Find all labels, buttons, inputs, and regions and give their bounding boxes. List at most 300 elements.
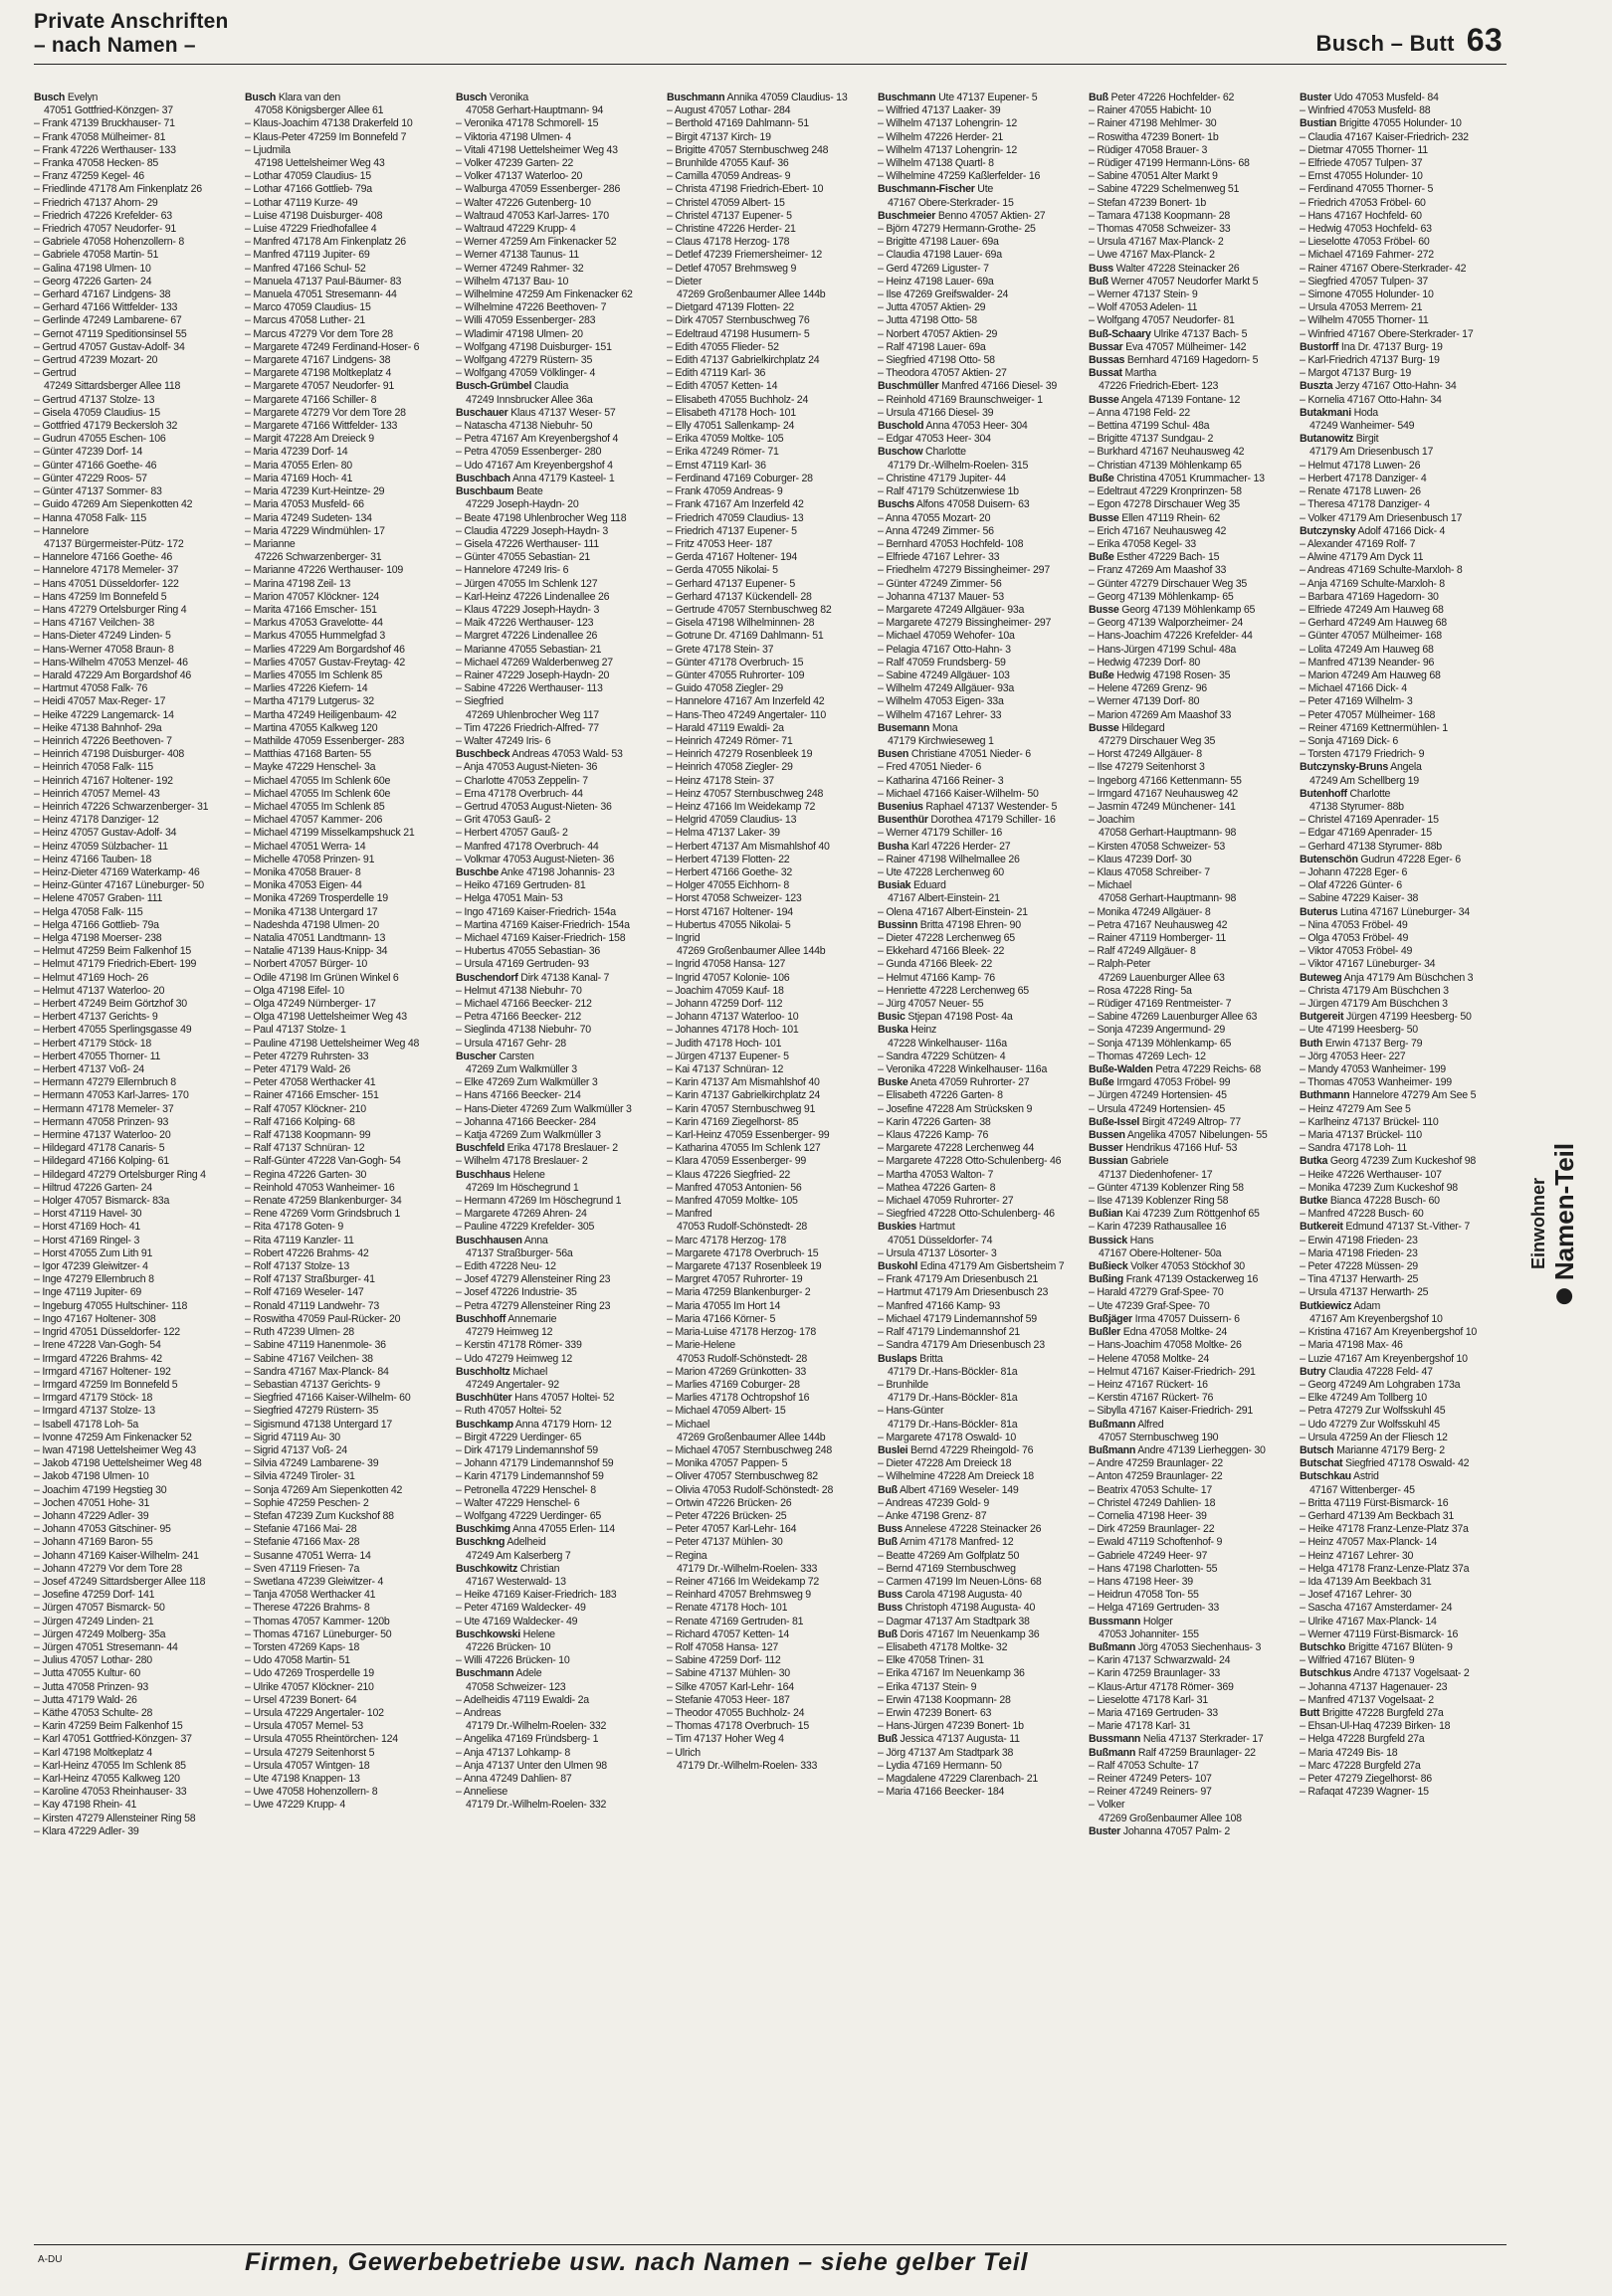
entry-text: – Margarete 47166 Wittfelder- 133 — [245, 420, 398, 433]
listing-entry — [878, 644, 1085, 657]
entry-text: – Lothar 47119 Kurze- 49 — [245, 196, 358, 209]
entry-text: – Wolf 47053 Adelen- 11 — [1089, 301, 1198, 314]
entry-text: – Karin 47179 Lindemannshof 59 — [456, 1470, 604, 1483]
listing-entry — [34, 1353, 241, 1366]
listing-entry — [878, 879, 1085, 892]
listing-entry — [245, 591, 452, 604]
listing-entry — [667, 1024, 874, 1037]
entry-text: – Harald 47229 Am Borgardshof 46 — [34, 669, 192, 681]
entry-text: – Detlef 47057 Brehmsweg 9 — [667, 262, 797, 275]
entry-text: – Judith 47178 Hoch- 101 — [667, 1037, 782, 1050]
listing-entry — [34, 1286, 241, 1299]
entry-text: – Paul 47137 Stolze- 1 — [245, 1024, 346, 1037]
listing-entry — [878, 1247, 1085, 1260]
entry-text: Karl 47226 Herder- 27 — [910, 840, 1011, 853]
listing-entry — [1089, 1208, 1296, 1221]
listing-entry — [34, 407, 241, 420]
surname: Busen — [878, 748, 909, 761]
listing-entry — [456, 1484, 663, 1497]
listing-entry: 47051 Düsseldorfer- 74 — [888, 1234, 993, 1246]
listing-entry — [1089, 1786, 1296, 1799]
surname: Bussar — [1089, 340, 1123, 353]
entry-text: – Ingeburg 47055 Hultschiner- 118 — [34, 1299, 188, 1312]
entry-text: Angela 47139 Fontane- 12 — [1120, 393, 1241, 406]
entry-text: Lutina 47167 Lüneburger- 34 — [1339, 905, 1470, 918]
entry-text: – Christa 47198 Friedrich-Ebert- 10 — [667, 183, 824, 196]
listing-entry — [245, 1616, 452, 1628]
entry-text: Hannelore 47279 Am See 5 — [1352, 1089, 1477, 1102]
listing-entry — [667, 498, 874, 511]
entry-text: – Tina 47137 Herwarth- 25 — [1300, 1273, 1419, 1286]
entry-text: – Siegfried — [456, 695, 504, 708]
entry-text: – Wilhelmine 47259 Am Finkenacker 62 — [456, 288, 633, 301]
listing-entry — [878, 1326, 1085, 1339]
listing-entry — [34, 709, 241, 722]
listing-entry — [245, 249, 452, 262]
entry-text: – Volker — [1089, 1799, 1125, 1812]
surname: Buss — [878, 1589, 903, 1602]
entry-text: – Erna 47178 Overbruch- 44 — [456, 787, 583, 800]
listing-entry — [1089, 1694, 1296, 1707]
entry-text: – Gerda 47167 Holtener- 194 — [667, 551, 798, 564]
entry-text: – Helmut 47169 Hoch- 26 — [34, 971, 148, 984]
entry-text: – Gerhard 47167 Lindgens- 38 — [34, 288, 171, 301]
entry-text: – Ingrid 47051 Düsseldorfer- 122 — [34, 1326, 180, 1339]
listing-entry — [245, 512, 452, 525]
listing-entry — [456, 223, 663, 236]
entry-text: – Marina 47198 Zeil- 13 — [245, 577, 351, 590]
listing-entry — [34, 460, 241, 473]
listing-entry — [34, 341, 241, 354]
listing-entry — [34, 722, 241, 735]
listing-entry — [1089, 1366, 1296, 1379]
surname: Busse — [1089, 393, 1119, 406]
listing-entry — [878, 748, 1085, 761]
listing-entry — [34, 1129, 241, 1142]
entry-text: – Jutta 47198 Otto- 58 — [878, 314, 977, 327]
entry-text: – Michael 47059 Wehofer- 10a — [878, 630, 1015, 643]
listing-entry — [1300, 1733, 1507, 1746]
entry-text: – Nina 47053 Fröbel- 49 — [1300, 918, 1408, 931]
entry-text: – Rolf 47169 Weseler- 147 — [245, 1286, 364, 1299]
entry-text: – Friedlinde 47178 Am Finkenplatz 26 — [34, 183, 202, 196]
entry-text: – Sonja 47139 Möhlenkamp- 65 — [1089, 1037, 1232, 1050]
listing-entry — [456, 866, 663, 879]
entry-text: – Sabine 47229 Schelmenweg 51 — [1089, 183, 1240, 196]
listing-entry — [34, 1392, 241, 1405]
entry-text: – Ernst 47055 Holunder- 10 — [1300, 170, 1423, 183]
listing-entry — [1300, 1419, 1507, 1432]
entry-text: – Jürgen 47137 Eupener- 5 — [667, 1050, 789, 1062]
listing-entry — [1089, 1142, 1296, 1155]
listing-entry — [456, 1235, 663, 1247]
listing-entry — [1089, 1260, 1296, 1273]
listing-entry — [1300, 551, 1507, 564]
entry-text: – Irmgard 47259 Im Bonnefeld 5 — [34, 1378, 178, 1391]
entry-text: – Michael 47169 Fahrner- 272 — [1300, 249, 1434, 262]
listing-entry — [1300, 591, 1507, 604]
listing-entry — [1300, 131, 1507, 144]
entry-text: – Heinz 47057 Sternbuschweg 248 — [667, 787, 824, 800]
entry-text: Adam — [1353, 1299, 1381, 1312]
listing-entry: 47167 Obere-Sterkrader- 15 — [888, 196, 1014, 209]
surname: Buschhaus — [456, 1168, 510, 1181]
listing-entry — [667, 919, 874, 932]
entry-text: – Reiner 47249 Reiners- 97 — [1089, 1786, 1212, 1799]
entry-text: – Heinrich 47058 Ziegler- 29 — [667, 761, 793, 774]
listing-entry — [245, 1773, 452, 1786]
entry-text: – Michael 47166 Kaiser-Wilhelm- 50 — [878, 787, 1039, 800]
entry-text: – Ursula 47137 Lösorter- 3 — [878, 1246, 997, 1259]
entry-text: – Udo 47279 Zur Wolfsskuhl 45 — [1300, 1418, 1440, 1431]
listing-entry — [1089, 722, 1296, 735]
listing-entry — [667, 617, 874, 630]
entry-text: – Ulrike 47167 Max-Planck- 14 — [1300, 1615, 1437, 1627]
entry-text: – Uwe 47229 Krupp- 4 — [245, 1799, 346, 1812]
listing-entry — [1089, 591, 1296, 604]
listing-entry — [245, 1353, 452, 1366]
entry-text: – Ursula 47279 Seitenhorst 5 — [245, 1746, 375, 1759]
listing-entry — [245, 1286, 452, 1299]
listing-entry — [1089, 985, 1296, 998]
entry-text: – Alexander 47169 Rolf- 7 — [1300, 537, 1416, 550]
listing-entry — [456, 1694, 663, 1707]
listing-entry — [1300, 249, 1507, 262]
listing-entry — [878, 670, 1085, 682]
entry-text: – Sigrid 47119 Au- 30 — [245, 1431, 340, 1443]
entry-text: – Maria 47053 Musfeld- 66 — [245, 498, 364, 511]
entry-text: – Ralf-Günter 47228 Van-Gogh- 54 — [245, 1155, 401, 1168]
listing-entry — [1300, 945, 1507, 958]
listing-entry — [456, 945, 663, 958]
surname: Buschbeck — [456, 748, 510, 761]
entry-text: – Ida 47139 Am Beekbach 31 — [1300, 1575, 1432, 1588]
entry-text: – Andreas 47239 Gold- 9 — [878, 1496, 990, 1509]
entry-text: – Heinz 47198 Lauer- 69a — [878, 275, 994, 287]
listing-entry — [456, 551, 663, 564]
entry-text: – Maria 47137 Brückel- 110 — [1300, 1129, 1422, 1142]
listing-entry — [667, 485, 874, 498]
entry-text: – Josef 47279 Allensteiner Ring 23 — [456, 1273, 611, 1286]
listing-entry — [456, 420, 663, 433]
listing-entry — [34, 485, 241, 498]
entry-text: – Ulrike 47057 Klöckner- 210 — [245, 1680, 374, 1693]
listing-entry — [245, 958, 452, 971]
entry-text: – Karin 47226 Garten- 38 — [878, 1115, 991, 1128]
listing-entry — [245, 748, 452, 761]
listing-entry — [667, 1444, 874, 1457]
listing-entry — [1089, 1497, 1296, 1510]
listing-entry — [1089, 92, 1296, 104]
surname: Bußjäger — [1089, 1312, 1132, 1325]
listing-entry — [878, 1667, 1085, 1680]
entry-text: – Sibylla 47167 Kaiser-Friedrich- 291 — [1089, 1405, 1254, 1418]
listing-entry: 47179 Kirchwieseweg 1 — [888, 734, 994, 747]
listing-entry — [245, 1247, 452, 1260]
entry-text: Walter 47228 Steinacker 26 — [1115, 262, 1240, 275]
listing-entry — [878, 1484, 1085, 1497]
listing-entry — [1089, 1182, 1296, 1195]
listing-entry — [245, 1470, 452, 1483]
entry-text: – Maria 47198 Max- 46 — [1300, 1339, 1403, 1352]
listing-entry — [667, 104, 874, 117]
entry-text: – Ute 47239 Graf-Spee- 70 — [1089, 1299, 1210, 1312]
listing-entry — [1089, 1116, 1296, 1129]
entry-text: – Günter 47137 Sommer- 83 — [34, 485, 162, 498]
listing-entry — [245, 1720, 452, 1733]
entry-text: – Marlies 47178 Ochtropshof 16 — [667, 1392, 810, 1405]
listing-entry — [1300, 1089, 1507, 1102]
listing-entry — [245, 761, 452, 774]
listing-entry — [1089, 1353, 1296, 1366]
entry-text: – Thomas 47053 Wanheimer- 199 — [1300, 1076, 1452, 1089]
listing-entry — [667, 604, 874, 617]
listing-entry — [667, 657, 874, 670]
entry-text: – Berthold 47169 Dahlmann- 51 — [667, 117, 809, 130]
entry-text: Charlotte — [1349, 787, 1391, 800]
listing-entry — [34, 1366, 241, 1379]
entry-text: – Dietgard 47139 Flotten- 22 — [667, 301, 794, 314]
entry-text: – Udo 47167 Am Kreyenbergshof 4 — [456, 459, 613, 472]
listing-entry — [1300, 670, 1507, 682]
listing-entry — [667, 1720, 874, 1733]
listing-entry — [1089, 1773, 1296, 1786]
listing-entry — [245, 117, 452, 130]
listing-entry — [1089, 1733, 1296, 1746]
entry-text: – Martina 47169 Kaiser-Friedrich- 154a — [456, 918, 630, 931]
listing-entry — [878, 525, 1085, 538]
entry-text: – Friedhelm 47279 Bissingheimer- 297 — [878, 564, 1050, 577]
entry-text: – Ralf 47179 Lindemannshof 21 — [878, 1326, 1020, 1339]
entry-text: – Michael 47179 Lindemannshof 59 — [878, 1312, 1037, 1325]
listing-entry — [1089, 1063, 1296, 1076]
entry-text: Johanna 47057 Palm- 2 — [1122, 1824, 1231, 1837]
entry-text: – Günter 47239 Dorf- 14 — [34, 446, 143, 459]
entry-text: – Werner 47259 Am Finkenacker 52 — [456, 236, 617, 249]
listing-entry — [878, 682, 1085, 695]
listing-entry — [456, 1011, 663, 1024]
listing-entry — [1089, 682, 1296, 695]
listing-entry — [1089, 775, 1296, 788]
surname: Busse — [1089, 603, 1119, 616]
listing-entry — [1089, 407, 1296, 420]
surname: Busenius — [878, 800, 923, 813]
listing-entry — [878, 1760, 1085, 1773]
entry-text: – Petra 47167 Am Kreyenbergshof 4 — [456, 433, 619, 446]
entry-text: – Elly 47051 Sallenkamp- 24 — [667, 420, 795, 433]
listing-entry — [1300, 1589, 1507, 1602]
surname: Buschauer — [456, 406, 508, 419]
entry-text: – Jürgen 47249 Molberg- 35a — [34, 1627, 166, 1640]
listing-entry — [456, 998, 663, 1011]
listing-entry — [878, 367, 1085, 380]
entry-text: – Karin 47239 Rathausallee 16 — [1089, 1221, 1227, 1234]
listing-entry — [878, 709, 1085, 722]
listing-entry — [667, 788, 874, 801]
listing-entry — [34, 1707, 241, 1720]
entry-text: – Manfred 47178 Am Finkenplatz 26 — [245, 236, 406, 249]
listing-entry — [878, 314, 1085, 327]
entry-text: – Anton 47259 Braunlager- 22 — [1089, 1470, 1223, 1483]
entry-text: – Gertrude 47057 Sternbuschweg 82 — [667, 603, 832, 616]
listing-entry — [878, 210, 1085, 223]
section-title-line2: – nach Namen – — [34, 34, 196, 57]
entry-text: – Tim 47137 Hoher Weg 4 — [667, 1733, 784, 1746]
listing-entry — [1089, 1195, 1296, 1208]
entry-text: – Johann 47259 Dorf- 112 — [667, 998, 783, 1011]
listing-entry: 47053 Johanniter- 155 — [1099, 1627, 1199, 1640]
entry-text: – Herbert 47166 Goethe- 32 — [667, 865, 793, 878]
entry-text: – Marie-Helene — [667, 1339, 735, 1352]
entry-text: – Oliver 47057 Sternbuschweg 82 — [667, 1470, 818, 1483]
entry-text: – Margarete 47249 Allgäuer- 93a — [878, 603, 1025, 616]
entry-text: Angelika 47057 Nibelungen- 55 — [1126, 1129, 1268, 1142]
listing-entry — [1089, 578, 1296, 591]
listing-entry — [456, 276, 663, 288]
listing-entry — [667, 906, 874, 919]
listing-entry — [1300, 1221, 1507, 1234]
listing-entry — [667, 197, 874, 210]
entry-text: – Klaus-Peter 47259 Im Bonnefeld 7 — [245, 130, 407, 143]
entry-text: Anna 47179 Horn- 12 — [514, 1418, 612, 1431]
entry-text: – Brigitte 47137 Sundgau- 2 — [1089, 433, 1214, 446]
surname: Bußmann — [1089, 1746, 1136, 1759]
surname: Bussmann — [1089, 1615, 1141, 1627]
listing-entry — [456, 1273, 663, 1286]
entry-text: – Dieter 47228 Lerchenweg 65 — [878, 932, 1015, 944]
listing-entry — [667, 314, 874, 327]
listing-entry — [1300, 1063, 1507, 1076]
entry-text: Dorothea 47179 Schiller- 16 — [930, 814, 1056, 827]
listing-entry — [667, 841, 874, 854]
entry-text: Edmund 47137 St.-Vither- 7 — [1345, 1221, 1471, 1234]
entry-text: – Natalia 47051 Landtmann- 13 — [245, 932, 386, 944]
entry-text: – Wilhelm 47178 Breslauer- 2 — [456, 1155, 588, 1168]
listing-entry — [667, 1470, 874, 1483]
entry-text: Martha — [1124, 367, 1157, 380]
entry-text: – Rainer 47229 Joseph-Haydn- 20 — [456, 669, 610, 681]
listing-entry — [1300, 183, 1507, 196]
entry-text: – Frank 47059 Andreas- 9 — [667, 485, 783, 498]
listing-entry — [1300, 1326, 1507, 1339]
entry-text: – Christel 47059 Albert- 15 — [667, 196, 785, 209]
surname: Bußieck — [1089, 1260, 1128, 1273]
surname: Buszta — [1300, 380, 1333, 393]
listing-entry — [245, 1641, 452, 1654]
listing-entry — [34, 1497, 241, 1510]
listing-entry: 47198 Uettelsheimer Weg 43 — [255, 157, 385, 170]
entry-text: – Hans 47051 Düsseldorfer- 122 — [34, 577, 179, 590]
entry-text: – Manfred 47178 Overbruch- 44 — [456, 840, 599, 853]
entry-text: – Marion 47269 Am Maashof 33 — [1089, 708, 1232, 721]
listing-entry — [34, 183, 241, 196]
entry-text: – Olga 47053 Fröbel- 49 — [1300, 932, 1409, 944]
entry-text: – Helmut 47179 Friedrich-Ebert- 199 — [34, 958, 197, 971]
entry-text: – Ursula 47249 Hortensien- 45 — [1089, 1102, 1226, 1115]
listing-entry — [667, 1116, 874, 1129]
listing-entry — [34, 394, 241, 407]
entry-text: – Siegfried 47057 Tulpen- 37 — [1300, 275, 1429, 287]
listing-entry — [456, 1470, 663, 1483]
listing-entry — [1300, 1038, 1507, 1051]
entry-text: – Helmut 47138 Niebuhr- 70 — [456, 984, 582, 997]
entry-text: – Marcus 47279 Vor dem Tore 28 — [245, 327, 393, 340]
listing-entry — [245, 380, 452, 393]
listing-entry — [456, 1103, 663, 1116]
listing-entry — [1300, 1076, 1507, 1089]
entry-text: – Simone 47055 Holunder- 10 — [1300, 288, 1434, 301]
entry-text: – Rene 47269 Vorm Grindsbruch 1 — [245, 1208, 400, 1221]
listing-entry — [667, 1379, 874, 1392]
listing-entry: 47179 Dr.-Hans-Böckler- 81a — [888, 1392, 1018, 1405]
listing-entry — [245, 210, 452, 223]
listing-entry — [1300, 263, 1507, 276]
listing-entry — [667, 446, 874, 459]
entry-text: – Hans 47198 Charlotten- 55 — [1089, 1562, 1218, 1575]
entry-text: – Margret 47057 Ruhrorter- 19 — [667, 1273, 803, 1286]
section-title-line1: Private Anschriften — [34, 10, 229, 33]
listing-entry — [34, 525, 241, 538]
listing-entry — [34, 263, 241, 276]
listing-entry — [456, 761, 663, 774]
entry-text: Hans 47057 Holtei- 52 — [514, 1392, 615, 1405]
entry-text: – Gerlinde 47249 Lambarene- 67 — [34, 314, 182, 327]
entry-text: – Erika 47137 Stein- 9 — [878, 1680, 977, 1693]
entry-text: – Hermine 47137 Waterloo- 20 — [34, 1129, 171, 1142]
listing-entry — [456, 1300, 663, 1313]
listing-entry: 47138 Styrumer- 88b — [1310, 800, 1404, 813]
listing-entry — [34, 1484, 241, 1497]
listing-entry — [1089, 1076, 1296, 1089]
entry-text: – Sigrid 47137 Voß- 24 — [245, 1443, 347, 1456]
entry-text: Michael — [512, 1365, 548, 1378]
listing-entry: 47228 Winkelhauser- 116a — [888, 1037, 1007, 1050]
listing-entry — [878, 1536, 1085, 1549]
entry-text: – Inge 47279 Ellernbruch 8 — [34, 1273, 154, 1286]
entry-text: – Peter 47057 Mülheimer- 168 — [1300, 708, 1436, 721]
entry-text: – Petra 47279 Allensteiner Ring 23 — [456, 1299, 611, 1312]
entry-text: – Gernot 47119 Speditionsinsel 55 — [34, 327, 187, 340]
entry-text: – Manfred 47059 Moltke- 105 — [667, 1195, 798, 1208]
listing-entry — [456, 1038, 663, 1051]
entry-text: – Sabine 47259 Dorf- 112 — [667, 1654, 781, 1667]
listing-entry — [878, 1379, 1085, 1392]
entry-text: – Monika 47058 Brauer- 8 — [245, 865, 361, 878]
entry-text: Britta 47198 Ehren- 90 — [919, 918, 1021, 931]
listing-column — [1300, 92, 1507, 2230]
entry-text: Hoda — [1353, 406, 1378, 419]
listing-entry — [878, 1641, 1085, 1654]
listing-entry — [34, 827, 241, 840]
entry-text: – Irmgard 47226 Brahms- 42 — [34, 1352, 162, 1365]
entry-text: Birgit — [1355, 433, 1379, 446]
entry-text: – Hanna 47058 Falk- 115 — [34, 511, 147, 524]
entry-text: – Hans 47259 Im Bonnefeld 5 — [34, 590, 167, 603]
listing-entry — [667, 1589, 874, 1602]
entry-text: – Rüdiger 47169 Rentmeister- 7 — [1089, 998, 1232, 1011]
listing-entry — [1300, 170, 1507, 183]
entry-text: – Helga 47166 Gottlieb- 79a — [34, 918, 159, 931]
listing-entry — [1089, 617, 1296, 630]
listing-entry — [34, 958, 241, 971]
entry-text: – Hermann 47269 Im Höschegrund 1 — [456, 1195, 622, 1208]
entry-text: – Josef 47226 Industrie- 35 — [456, 1286, 577, 1299]
surname: Buße — [1089, 551, 1114, 564]
listing-entry — [1089, 945, 1296, 958]
listing-entry — [1089, 1602, 1296, 1615]
listing-entry — [456, 1286, 663, 1299]
entry-text: – Jasmin 47249 Münchener- 141 — [1089, 800, 1236, 813]
